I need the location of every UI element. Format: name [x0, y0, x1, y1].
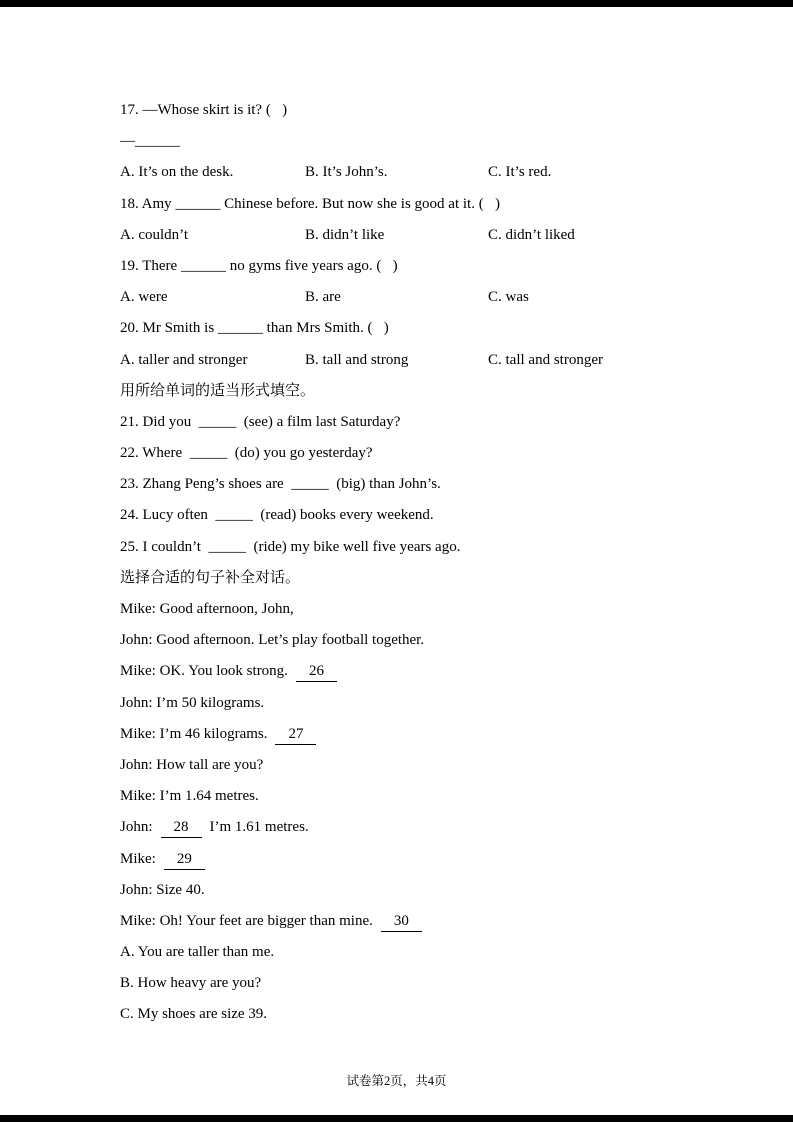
dialogue-line-7 — [120, 781, 680, 812]
page-bottom-border — [0, 1115, 793, 1122]
dialogue-text: Mike: Oh! Your feet are bigger than mine. — [120, 912, 373, 929]
question-23: 23. Zhang Peng’s shoes are _____ (big) than John’s. — [120, 476, 441, 493]
dialogue-blank-27: 27 — [275, 725, 316, 745]
dialogue-text: Mike: I’m 1.64 metres. — [120, 788, 259, 805]
dialogue-blank-30: 30 — [381, 912, 422, 932]
page-footer: 试卷第2页，共4页 — [346, 1074, 447, 1088]
dialogue-line-4 — [120, 688, 680, 719]
question-17-answer-blank: —______ — [120, 133, 180, 150]
dialogue-option-a: A. You are taller than me. — [120, 944, 275, 961]
dialogue-text: John: Size 40. — [120, 881, 205, 898]
question-21: 21. Did you _____ (see) a film last Saturday? — [120, 413, 401, 430]
option-20-b: B. tall and strong — [305, 351, 409, 368]
option-19-b: B. are — [305, 289, 341, 306]
option-19-a: A. were — [120, 289, 168, 306]
dialogue-line-6 — [120, 750, 680, 781]
dialogue-text: John: — [120, 819, 153, 836]
dialogue-option-b: B. How heavy are you? — [120, 975, 262, 992]
dialogue-blank-28: 28 — [161, 818, 202, 838]
option-19-c: C. was — [488, 289, 529, 306]
option-20-a: A. taller and stronger — [120, 351, 248, 368]
dialogue-line-8 — [120, 812, 680, 843]
dialogue-text: John: How tall are you? — [120, 756, 264, 773]
dialogue-line-5 — [120, 719, 680, 750]
page-top-border — [0, 0, 793, 7]
dialogue-line-2 — [120, 625, 680, 656]
section-title-dialogue: 选择合适的句子补全对话。 — [120, 569, 301, 586]
question-17-stem: 17. —Whose skirt is it? ( ) — [120, 102, 288, 118]
question-22: 22. Where _____ (do) you go yesterday? — [120, 445, 373, 462]
dialogue-text: Mike: — [120, 850, 156, 867]
dialogue-text: Mike: OK. You look strong. — [120, 663, 288, 680]
dialogue-text: John: Good afternoon. Let’s play football together. — [120, 632, 425, 649]
section-title-word-forms: 用所给单词的适当形式填空。 — [120, 382, 316, 399]
option-17-a: A. It’s on the desk. — [120, 164, 234, 181]
question-19-stem: 19. There ______ no gyms five years ago. ( ) — [120, 257, 398, 274]
dialogue-text: Mike: Good afternoon, John, — [120, 601, 294, 617]
dialogue-text-suffix: I’m 1.61 metres. — [209, 819, 309, 836]
question-18-stem: 18. Amy ______ Chinese before. But now she is good at it. ( ) — [120, 195, 500, 212]
dialogue-line-1 — [120, 594, 680, 625]
dialogue-text: John: I’m 50 kilograms. — [120, 694, 265, 711]
question-24: 24. Lucy often _____ (read) books every weekend. — [120, 507, 434, 524]
question-19-options — [120, 282, 680, 313]
option-18-a: A. couldn’t — [120, 226, 189, 243]
option-18-b: B. didn’t like — [305, 226, 385, 243]
option-17-b: B. It’s John’s. — [305, 164, 388, 181]
option-20-c: C. tall and stronger — [488, 351, 603, 368]
dialogue-line-11 — [120, 906, 680, 937]
question-18-options — [120, 220, 680, 251]
option-18-c: C. didn’t liked — [488, 226, 575, 243]
dialogue-text: Mike: I’m 46 kilograms. — [120, 725, 268, 742]
question-25: 25. I couldn’t _____ (ride) my bike well five years ago. — [120, 538, 461, 555]
option-17-c: C. It’s red. — [488, 164, 552, 181]
question-17-options — [120, 157, 680, 188]
dialogue-line-10 — [120, 875, 680, 906]
exam-page-content — [120, 95, 680, 1031]
dialogue-blank-29: 29 — [164, 850, 205, 870]
question-20-stem: 20. Mr Smith is ______ than Mrs Smith. ( ) — [120, 320, 389, 337]
dialogue-option-c: C. My shoes are size 39. — [120, 1006, 268, 1023]
dialogue-line-9 — [120, 844, 680, 875]
dialogue-blank-26: 26 — [296, 662, 337, 682]
question-20-options — [120, 345, 680, 376]
dialogue-line-3 — [120, 656, 680, 687]
